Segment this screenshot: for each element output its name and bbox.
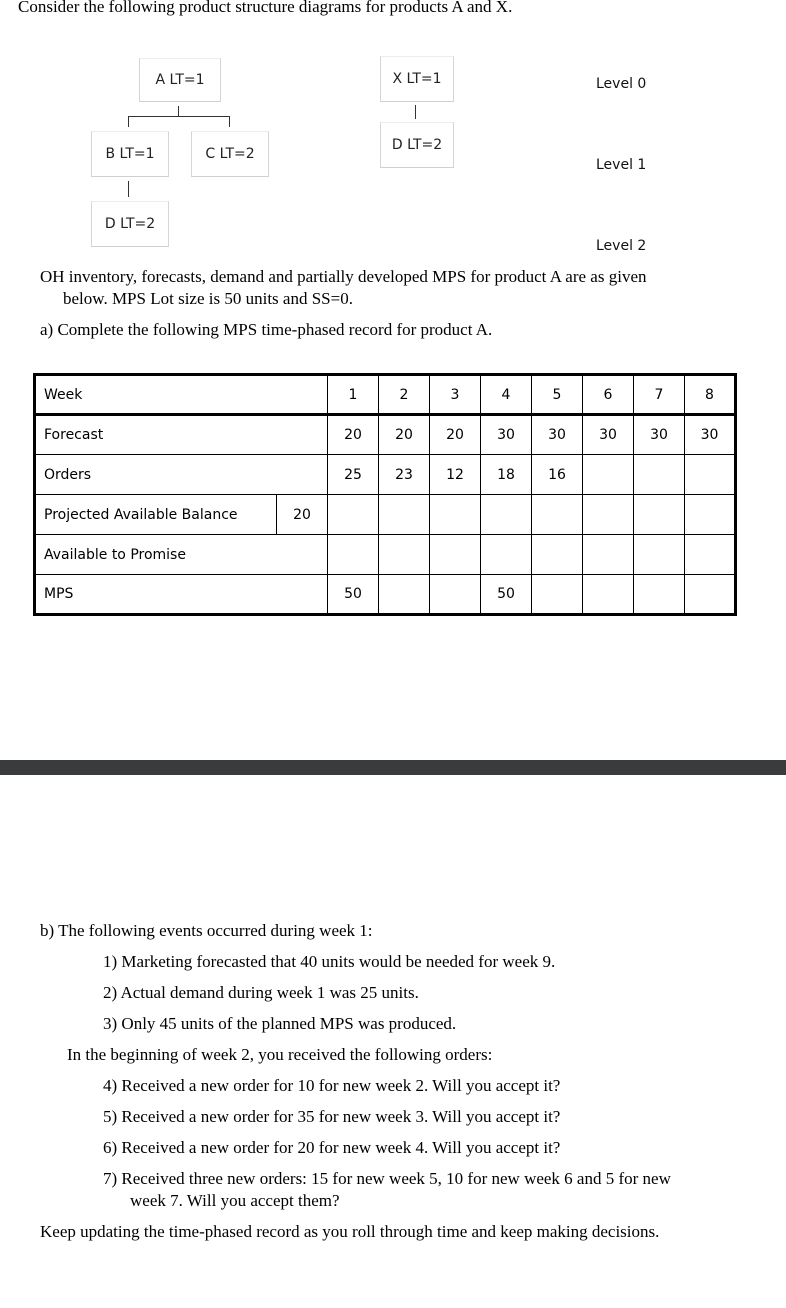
level-1-label: Level 1: [596, 157, 647, 173]
table-cell: [328, 495, 379, 535]
table-cell: 25: [328, 455, 379, 495]
table-cell: [532, 535, 583, 575]
table-cell: 30: [685, 415, 736, 455]
on-hand-cell: [277, 375, 328, 415]
event-item: 3) Only 45 units of the planned MPS was produced.: [103, 1014, 457, 1033]
table-cell: 23: [379, 455, 430, 495]
orders-intro: In the beginning of week 2, you received the following orders:: [67, 1045, 493, 1064]
table-cell: [583, 495, 634, 535]
table-cell: 30: [634, 415, 685, 455]
node-d-under-x: D LT=2: [380, 122, 454, 168]
table-cell: [430, 495, 481, 535]
on-hand-cell: [277, 535, 328, 575]
week-number: 8: [685, 375, 736, 415]
level-2-label: Level 2: [596, 238, 647, 254]
level-0-label: Level 0: [596, 76, 647, 92]
table-cell: [634, 575, 685, 615]
week-row: [35, 375, 736, 415]
week-number: 5: [532, 375, 583, 415]
table-cell: [583, 455, 634, 495]
table-cell: [634, 455, 685, 495]
part-b-heading: b) The following events occurred during week 1:: [40, 921, 373, 940]
table-cell: [685, 455, 736, 495]
week-number: 6: [583, 375, 634, 415]
table-cell: [685, 535, 736, 575]
table-cell: [481, 535, 532, 575]
mps-record-table: [33, 373, 737, 616]
connector: [415, 105, 416, 119]
table-cell: 50: [328, 575, 379, 615]
table-cell: [481, 495, 532, 535]
table-cell: 16: [532, 455, 583, 495]
table-cell: [634, 495, 685, 535]
on-hand-cell: [277, 415, 328, 455]
node-d-under-a: D LT=2: [91, 201, 169, 247]
table-cell: [583, 575, 634, 615]
table-cell: 20: [430, 415, 481, 455]
orders-row: [35, 455, 736, 495]
table-cell: 30: [481, 415, 532, 455]
order-item-continuation: week 7. Will you accept them?: [130, 1191, 340, 1210]
node-a: A LT=1: [139, 58, 221, 102]
oh-text-line2: below. MPS Lot size is 50 units and SS=0.: [63, 289, 353, 308]
table-cell: 30: [532, 415, 583, 455]
node-b: B LT=1: [91, 131, 169, 177]
connector: [229, 116, 230, 127]
connector: [128, 116, 230, 117]
on-hand-cell: [277, 575, 328, 615]
event-item: 2) Actual demand during week 1 was 25 units.: [103, 983, 419, 1002]
week-number: 4: [481, 375, 532, 415]
table-cell: [634, 535, 685, 575]
table-cell: 20: [379, 415, 430, 455]
row-label: Forecast: [35, 415, 277, 455]
table-cell: [328, 535, 379, 575]
event-item: 1) Marketing forecasted that 40 units would be needed for week 9.: [103, 952, 556, 971]
page-divider: [0, 760, 786, 775]
week-number: 3: [430, 375, 481, 415]
intro-text: Consider the following product structure diagrams for products A and X.: [18, 0, 513, 16]
table-cell: [685, 575, 736, 615]
node-c: C LT=2: [191, 131, 269, 177]
row-label: Orders: [35, 455, 277, 495]
table-cell: [685, 495, 736, 535]
table-cell: [583, 535, 634, 575]
connector: [128, 116, 129, 127]
row-label: Projected Available Balance: [35, 495, 277, 535]
projected-available-balance-row: [35, 495, 736, 535]
table-cell: 50: [481, 575, 532, 615]
oh-text-line1: OH inventory, forecasts, demand and partially developed MPS for product A are as given: [40, 267, 647, 286]
table-cell: 20: [328, 415, 379, 455]
forecast-row: [35, 415, 736, 455]
closing-text: Keep updating the time-phased record as you roll through time and keep making decisions.: [40, 1222, 660, 1241]
connector: [128, 181, 129, 197]
row-label: Available to Promise: [35, 535, 277, 575]
week-label: Week: [35, 375, 277, 415]
order-item: 5) Received a new order for 35 for new week 3. Will you accept it?: [103, 1107, 561, 1126]
week-number: 2: [379, 375, 430, 415]
table-cell: [532, 495, 583, 535]
table-cell: [379, 535, 430, 575]
row-label: MPS: [35, 575, 277, 615]
table-cell: 12: [430, 455, 481, 495]
on-hand-cell: [277, 455, 328, 495]
table-cell: [430, 535, 481, 575]
on-hand-cell: 20: [277, 495, 328, 535]
table-cell: [379, 495, 430, 535]
table-cell: [532, 575, 583, 615]
week-number: 1: [328, 375, 379, 415]
table-cell: [379, 575, 430, 615]
mps-row: [35, 575, 736, 615]
order-item: 7) Received three new orders: 15 for new week 5, 10 for new week 6 and 5 for new: [103, 1169, 671, 1188]
order-item: 6) Received a new order for 20 for new week 4. Will you accept it?: [103, 1138, 561, 1157]
table-cell: 30: [583, 415, 634, 455]
node-x: X LT=1: [380, 56, 454, 102]
table-cell: [430, 575, 481, 615]
table-cell: 18: [481, 455, 532, 495]
week-number: 7: [634, 375, 685, 415]
available-to-promise-row: [35, 535, 736, 575]
order-item: 4) Received a new order for 10 for new week 2. Will you accept it?: [103, 1076, 561, 1095]
part-a-instruction: a) Complete the following MPS time-phased record for product A.: [40, 320, 493, 339]
